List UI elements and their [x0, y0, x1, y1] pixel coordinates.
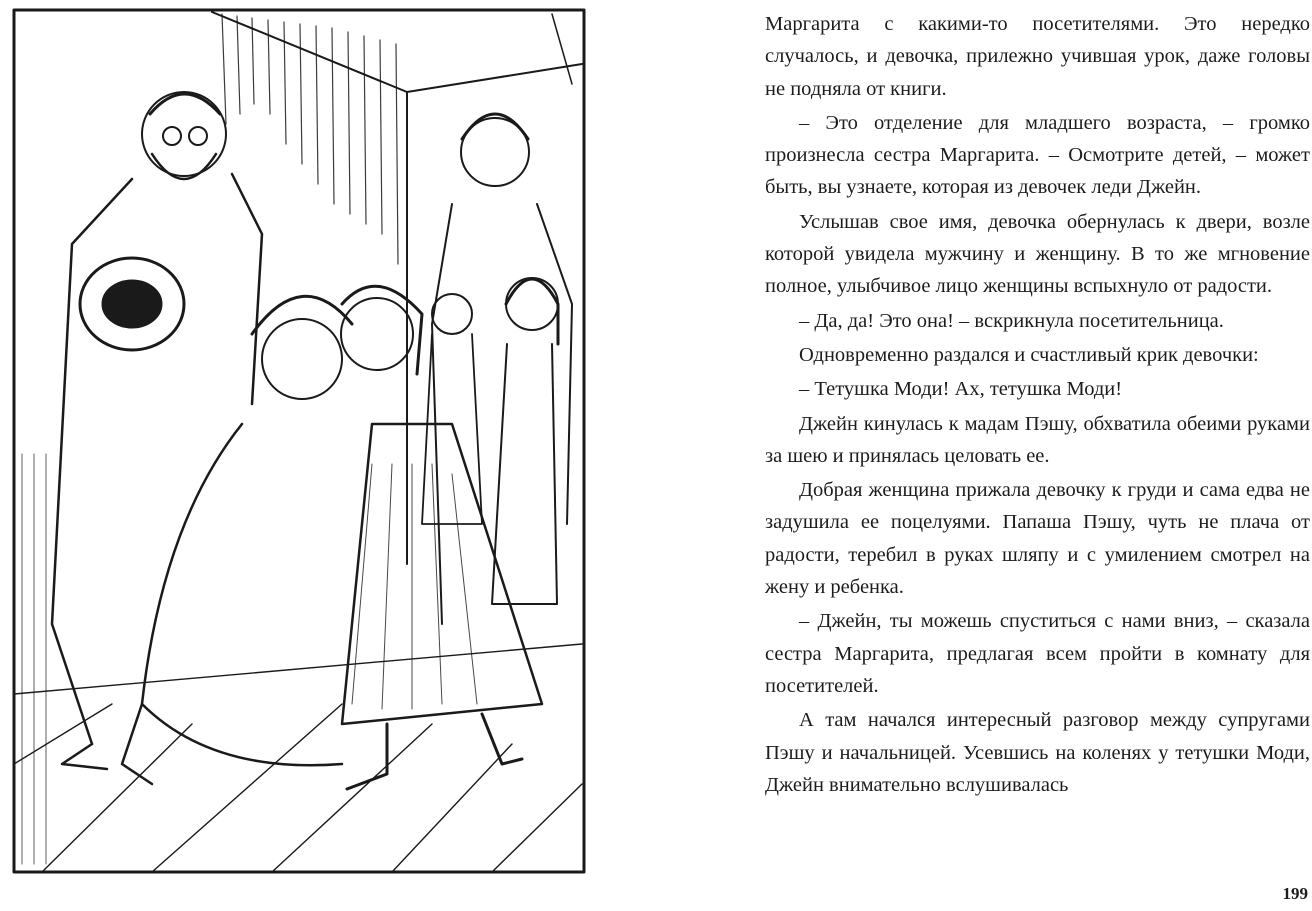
- illustration: [12, 4, 592, 874]
- paragraph: Джейн кинулась к мадам Пэшу, обхватила обеими руками за шею и принялась целовать ее.: [765, 412, 1310, 467]
- paragraph: – Джейн, ты можешь спуститься с нами вниз, – сказала сестра Маргарита, предлагая всем пройти в комнату для посетителей.: [765, 610, 1310, 697]
- paragraph: Услышав свое имя, девочка обернулась к двери, возле которой увидела мужчину и женщину. В то же мгновение полное, улыбчивое лицо женщины вспыхнуло от радости.: [765, 210, 1310, 298]
- paragraph: – Это отделение для младшего возраста, – громко произнесла сестра Маргарита. – Осмотрите детей, – может быть, вы узнаете, которая из девочек леди Джейн.: [765, 111, 1310, 199]
- page-number: 199: [1282, 884, 1308, 903]
- text-column: [765, 8, 1310, 878]
- pen-and-ink-illustration-icon: [12, 4, 592, 874]
- paragraph: Одновременно раздался и счастливый крик девочки:: [799, 343, 1259, 366]
- paragraph: – Да, да! Это она! – вскрикнула посетительница.: [799, 309, 1224, 332]
- paragraph: Маргарита с какими-то посетителями. Это нередко случалось, и девочка, прилежно учившая урок, даже головы не подняла от книги.: [765, 13, 1310, 100]
- paragraph: – Тетушка Моди! Ах, тетушка Моди!: [799, 378, 1123, 401]
- paragraph: Добрая женщина прижала девочку к груди и сама едва не задушила ее поцелуями. Папаша Пэшу, чуть не плача от радости, теребил в руках шляпу и с умилением смотрел на жену и ребенка.: [765, 479, 1310, 599]
- paragraph: А там начался интересный разговор между супругами Пэшу и начальницей. Усевшись на коленях у тетушки Моди, Джейн внимательно вслушивалась: [765, 709, 1310, 796]
